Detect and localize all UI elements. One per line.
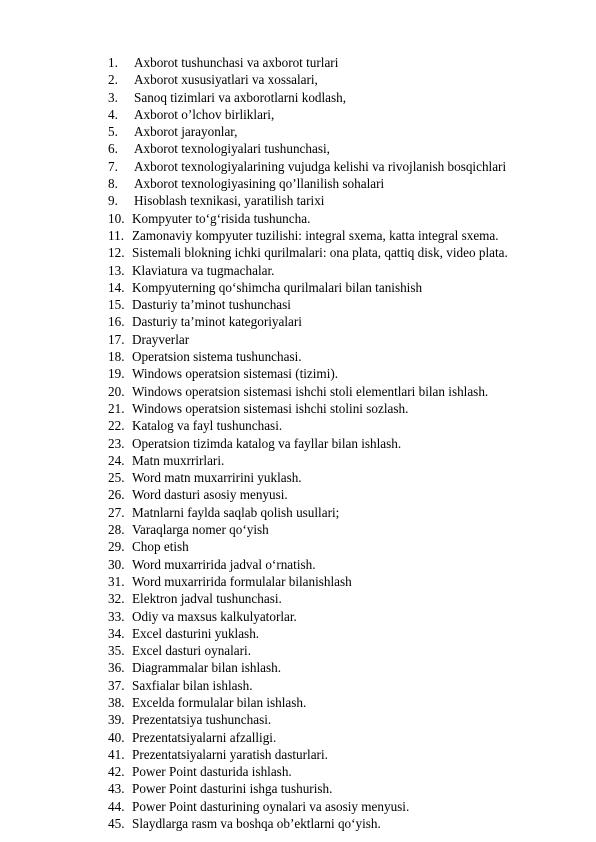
list-item-text: Power Point dasturida ishlash. [132,764,292,780]
list-item-number: 23. [108,435,125,451]
list-item [108,798,508,815]
list-item-text: Axborot texnologiyalari tushunchasi, [134,141,330,157]
list-item-text: Prezentatsiyalarni afzalligi. [132,729,277,745]
list-item [108,331,508,348]
list-item-number: 34. [108,625,125,641]
list-item [108,746,508,763]
list-item [108,123,508,140]
list-item-text: Slaydlarga rasm va boshqa ob’ektlarni qo‘yish. [132,816,381,832]
list-item-number: 27. [108,504,125,520]
list-item-text: Axborot texnologiyalarining vujudga kelishi va rivojlanish bosqichlari [134,158,507,174]
list-item-number: 17. [108,331,125,347]
list-item-number: 1. [108,55,118,70]
list-item [108,140,508,157]
list-item [108,486,508,503]
list-item [108,435,508,452]
list-item-text: Prezentatsiyalarni yaratish dasturlari. [132,746,328,762]
list-item-text: Axborot o’lchov birliklari, [134,106,275,122]
list-item [108,521,508,538]
list-item-text: Kompyuter to‘g‘risida tushuncha. [132,210,311,226]
list-item-text: Axborot texnologiyasining qo’llanilish sohalari [134,176,385,192]
list-item-number: 18. [108,349,125,365]
list-item [108,452,508,469]
list-item-number: 21. [108,400,125,416]
list-item [108,89,508,106]
list-item-text: Excel dasturi oynalari. [132,643,252,659]
list-item [108,244,508,261]
list-item-number: 45. [108,816,125,832]
list-item [108,279,508,296]
list-item [108,815,508,832]
list-item-number: 9. [108,193,118,209]
list-item-text: Sanoq tizimlari va axborotlarni kodlash, [134,89,347,105]
list-item [108,71,508,88]
list-item [108,556,508,573]
list-item-number: 11. [108,227,124,243]
list-item-number: 36. [108,660,125,676]
list-item-number: 25. [108,470,125,486]
list-item [108,780,508,797]
list-item-number: 3. [108,89,118,105]
list-item-text: Drayverlar [132,331,190,347]
list-item-number: 6. [108,141,118,157]
list-item-text: Windows operatsion sistemasi ishchi stoli elementlari bilan ishlash. [132,383,489,399]
list-item-number: 13. [108,262,125,278]
list-item-number: 20. [108,383,125,399]
list-item [108,158,508,175]
list-item-number: 2. [108,72,118,88]
list-item-number: 26. [108,487,125,503]
list-item-text: Power Point dasturining oynalari va asosiy menyusi. [132,798,410,814]
list-item-number: 41. [108,746,125,762]
list-item [108,417,508,434]
list-item [108,590,508,607]
list-item [108,677,508,694]
topic-list [108,54,508,832]
list-item-text: Word muxarririda jadval o‘rnatish. [132,556,316,572]
list-item-text: Prezentatsiya tushunchasi. [132,712,272,728]
list-item [108,365,508,382]
list-item-number: 15. [108,297,125,313]
list-item-number: 12. [108,245,125,261]
list-item-text: Operatsion tizimda katalog va fayllar bilan ishlash. [132,435,402,451]
list-item [108,763,508,780]
list-item [108,192,508,209]
list-item [108,106,508,123]
list-item [108,175,508,192]
list-item [108,729,508,746]
list-item-number: 33. [108,608,125,624]
list-item-text: Excel dasturini yuklash. [132,625,260,641]
list-item-number: 16. [108,314,125,330]
list-item-text: Saxfialar bilan ishlash. [132,677,253,693]
list-item-number: 19. [108,366,125,382]
list-item-text: Windows operatsion sistemasi (tizimi). [132,366,339,382]
list-item [108,538,508,555]
list-item-text: Klaviatura va tugmachalar. [132,262,275,278]
list-item [108,400,508,417]
list-item [108,573,508,590]
list-item-text: Matn muxrrirlari. [132,452,225,468]
list-item-number: 39. [108,712,125,728]
list-item-number: 38. [108,694,125,710]
list-item-text: Katalog va fayl tushunchasi. [132,418,283,434]
list-item-text: Word matn muxarririni yuklash. [132,470,302,486]
list-item-text: Hisoblash texnikasi, yaratilish tarixi [134,193,325,209]
list-item-number: 8. [108,176,118,192]
list-item-text: Chop etish [132,539,189,555]
list-item-number: 24. [108,452,125,468]
list-item [108,608,508,625]
list-item [108,659,508,676]
list-item-text: Axborot tushunchasi va axborot turlari [134,55,339,70]
list-item-number: 30. [108,556,125,572]
list-item [108,262,508,279]
list-item [108,313,508,330]
list-item-text: Dasturiy ta’minot tushunchasi [132,297,291,313]
list-item-text: Axborot jarayonlar, [134,124,238,140]
list-item-number: 35. [108,643,125,659]
list-item [108,54,508,71]
list-item-number: 29. [108,539,125,555]
list-item-text: Dasturiy ta’minot kategoriyalari [132,314,302,330]
list-item-text: Matnlarni faylda saqlab qolish usullari; [132,504,340,520]
list-item-text: Axborot xususiyatlari va xossalari, [134,72,318,88]
list-item [108,348,508,365]
list-item [108,711,508,728]
list-item-text: Elektron jadval tushunchasi. [132,591,282,607]
list-item-number: 22. [108,418,125,434]
list-item-text: Sistemali blokning ichki qurilmalari: ona plata, qattiq disk, video plata. [132,245,508,261]
list-item-number: 43. [108,781,125,797]
list-item-text: Excelda formulalar bilan ishlash. [132,694,307,710]
list-item [108,504,508,521]
list-item [108,625,508,642]
list-item-text: Word dasturi asosiy menyusi. [132,487,288,503]
list-item-text: Varaqlarga nomer qo‘yish [132,522,269,538]
list-item-text: Diagrammalar bilan ishlash. [132,660,282,676]
list-item-number: 28. [108,522,125,538]
list-item [108,227,508,244]
list-item [108,642,508,659]
list-item-number: 4. [108,106,118,122]
list-item [108,296,508,313]
list-item-number: 42. [108,764,125,780]
list-item-text: Zamonaviy kompyuter tuzilishi: integral sxema, katta integral sxema. [132,227,499,243]
list-item [108,210,508,227]
list-item-number: 37. [108,677,125,693]
list-item-number: 32. [108,591,125,607]
list-item-text: Word muxarririda formulalar bilanishlash [132,573,352,589]
list-item-number: 7. [108,158,118,174]
list-item-text: Windows operatsion sistemasi ishchi stolini sozlash. [132,400,409,416]
list-item-text: Power Point dasturini ishga tushurish. [132,781,333,797]
list-item [108,469,508,486]
list-item-number: 31. [108,573,125,589]
list-item-number: 10. [108,210,125,226]
list-item-text: Operatsion sistema tushunchasi. [132,349,302,365]
list-item-number: 5. [108,124,118,140]
list-item [108,383,508,400]
list-item-number: 40. [108,729,125,745]
list-item-text: Odiy va maxsus kalkulyatorlar. [132,608,297,624]
list-item-number: 44. [108,798,125,814]
list-item-text: Kompyuterning qo‘shimcha qurilmalari bilan tanishish [132,279,423,295]
list-item-number: 14. [108,279,125,295]
list-item [108,694,508,711]
